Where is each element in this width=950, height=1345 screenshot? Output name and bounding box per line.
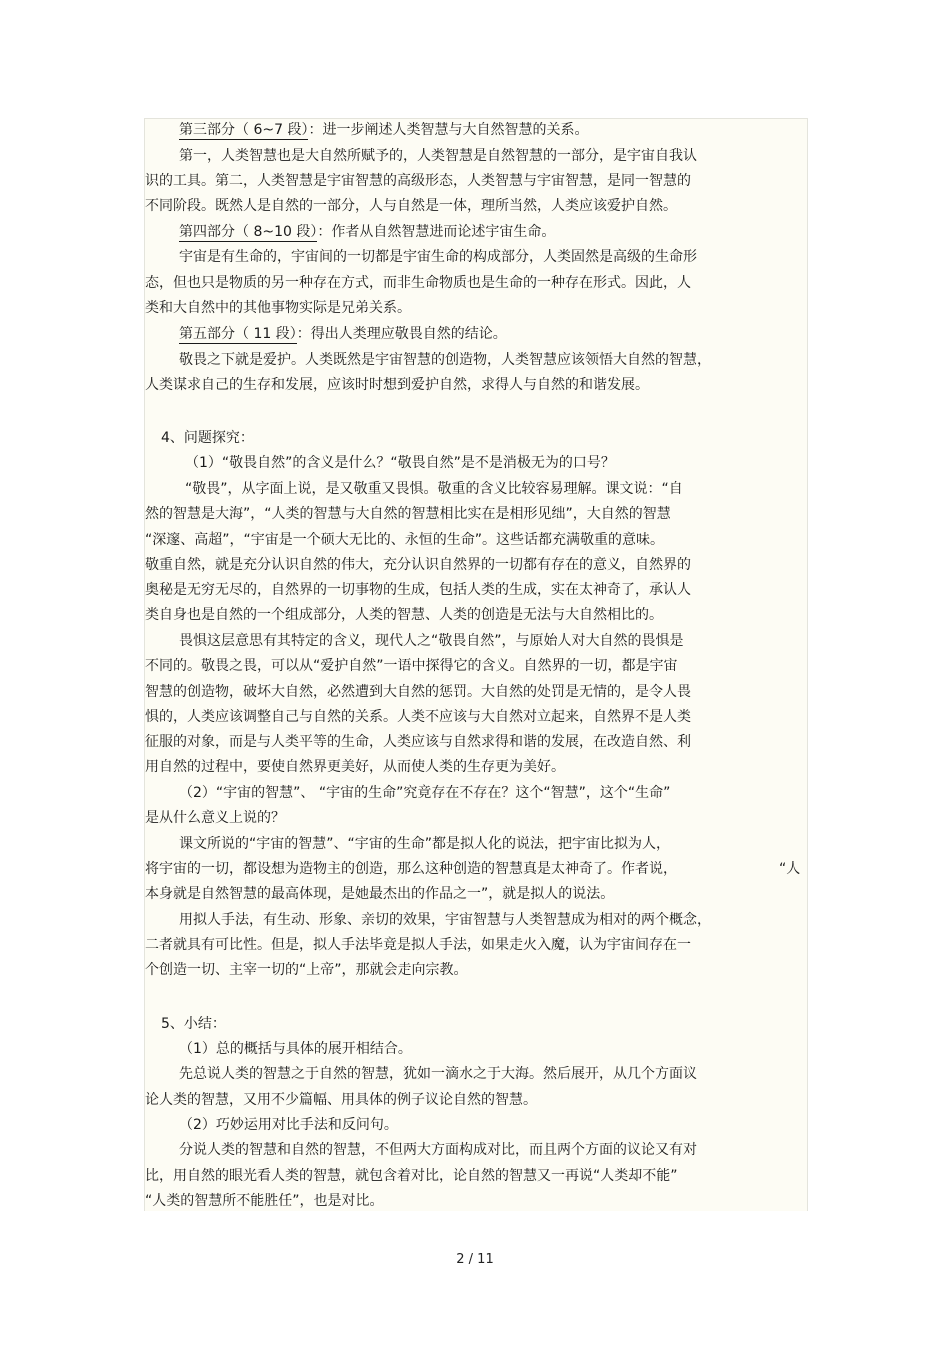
paragraph-line: 第一，人类智慧也是大自然所赋予的，人类智慧是自然智慧的一部分，是宇宙自我认 (179, 148, 697, 164)
paragraph-line: 宇宙是有生命的，宇宙间的一切都是宇宙生命的构成部分，人类固然是高级的生命形 (179, 249, 697, 265)
part-four-summary: ：作者从自然智慧进而论述宇宙生命。 (317, 224, 556, 240)
paragraph-line: 用拟人手法，有生动、形象、亲切的效果，宇宙智慧与人类智慧成为相对的两个概念， (179, 912, 711, 928)
paragraph-line: 然的智慧是大海”，“人类的智慧与大自然的智慧相比实在是相形见绌”，大自然的智慧 (145, 506, 671, 522)
part-four-label: 第四部分（ 8~10 段） (179, 224, 318, 240)
paragraph-line: 人类谋求自己的生存和发展，应该时时想到爱护自然，求得人与自然的和谐发展。 (145, 377, 649, 393)
paragraph-line: 二者就具有可比性。但是，拟人手法毕竟是拟人手法，如果走火入魔，认为宇宙间存在一 (145, 937, 691, 953)
paragraph-line: 用自然的过程中，要使自然界更美好，从而使人类的生存更为美好。 (145, 759, 565, 775)
part-five-label: 第五部分（ 11 段） (179, 326, 297, 342)
question-2: （2）“宇宙的智慧”、 “宇宙的生命”究竟存在不存在？这个“智慧”，这个“生命” (179, 785, 671, 801)
paragraph-line: 态，但也只是物质的另一种存在方式，而非生命物质也是生命的一种存在形式。因此，人 (145, 275, 691, 291)
section-5-title: 5、小结： (161, 1016, 226, 1032)
section-part-four-heading (145, 222, 805, 242)
question-1: （1）“敬畏自然”的含义是什么？“敬畏自然”是不是消极无为的口号？ (185, 455, 615, 471)
paragraph-line: 类和大自然中的其他事物实际是兄弟关系。 (145, 300, 411, 316)
paragraph-line: 先总说人类的智慧之于自然的智慧，犹如一滴水之于大海。然后展开，从几个方面议 (179, 1066, 697, 1082)
paragraph-line: 本身就是自然智慧的最高体现，是她最杰出的作品之一”，就是拟人的说法。 (145, 886, 615, 902)
paragraph-line: 比，用自然的眼光看人类的智慧，就包含着对比，论自然的智慧又一再说“人类却不能” (145, 1168, 678, 1184)
paragraph-line: 分说人类的智慧和自然的智慧，不但两大方面构成对比，而且两个方面的议论又有对 (179, 1142, 697, 1158)
paragraph-line: 惧的，人类应该调整自己与自然的关系。人类不应该与大自然对立起来，自然界不是人类 (145, 709, 691, 725)
paragraph-line: “敬畏”，从字面上说，是又敬重又畏惧。敬重的含义比较容易理解。课文说：“自 (185, 481, 683, 497)
summary-point-1: （1）总的概括与具体的展开相结合。 (179, 1041, 412, 1057)
paragraph-line: 论人类的智慧，又用不少篇幅、用具体的例子议论自然的智慧。 (145, 1092, 537, 1108)
paragraph-line: 不同的。敬畏之畏，可以从“爱护自然”一语中探得它的含义。自然界的一切，都是宇宙 (145, 658, 678, 674)
paragraph-line: 敬畏之下就是爱护。人类既然是宇宙智慧的创造物，人类智慧应该领悟大自然的智慧， (179, 352, 711, 368)
paragraph-line: 奥秘是无穷无尽的，自然界的一切事物的生成，包括人类的生成，实在太神奇了，承认人 (145, 582, 691, 598)
paragraph-line: 不同阶段。既然人是自然的一部分，人与自然是一体，理所当然，人类应该爱护自然。 (145, 198, 677, 214)
paragraph-line (145, 859, 805, 879)
paragraph-line-part: “人 (779, 861, 801, 877)
paragraph-line: 个创造一切、主宰一切的“上帝”，那就会走向宗教。 (145, 962, 468, 978)
part-five-summary: ：得出人类理应敬畏自然的结论。 (296, 326, 507, 342)
paragraph-line-part: 将宇宙的一切，都设想为造物主的创造，那么这种创造的智慧真是太神奇了。作者说， (145, 861, 677, 877)
paragraph-line: 类自身也是自然的一个组成部分，人类的智慧、人类的创造是无法与大自然相比的。 (145, 607, 663, 623)
part-three-summary: ：进一步阐述人类智慧与大自然智慧的关系。 (308, 122, 589, 138)
section-4-title: 4、问题探究： (161, 430, 254, 446)
paragraph-line: “人类的智慧所不能胜任”，也是对比。 (145, 1193, 384, 1209)
paragraph-line: 识的工具。第二，人类智慧是宇宙智慧的高级形态，人类智慧与宇宙智慧，是同一智慧的 (145, 173, 691, 189)
paragraph-line: 是从什么意义上说的？ (145, 810, 285, 826)
paragraph-line: 敬重自然，就是充分认识自然的伟大，充分认识自然界的一切都有存在的意义，自然界的 (145, 557, 691, 573)
paragraph-line: 课文所说的“宇宙的智慧”、“宇宙的生命”都是拟人化的说法，把宇宙比拟为人， (179, 836, 671, 852)
page-number: 2 / 11 (456, 1252, 494, 1267)
part-three-label: 第三部分（ 6~7 段） (179, 122, 309, 138)
paragraph-line: 征服的对象，而是与人类平等的生命，人类应该与自然求得和谐的发展，在改造自然、利 (145, 734, 691, 750)
summary-point-2: （2）巧妙运用对比手法和反问句。 (179, 1117, 398, 1133)
paragraph-line: “深邃、高超”，“宇宙是一个硕大无比的、永恒的生命”。这些话都充满敬重的意味。 (145, 532, 665, 548)
section-part-three-heading (145, 120, 805, 140)
section-part-five-heading (145, 324, 805, 344)
paragraph-line: 畏惧这层意思有其特定的含义，现代人之“敬畏自然”，与原始人对大自然的畏惧是 (179, 633, 684, 649)
paragraph-line: 智慧的创造物，破坏大自然，必然遭到大自然的惩罚。大自然的处罚是无情的，是令人畏 (145, 684, 691, 700)
